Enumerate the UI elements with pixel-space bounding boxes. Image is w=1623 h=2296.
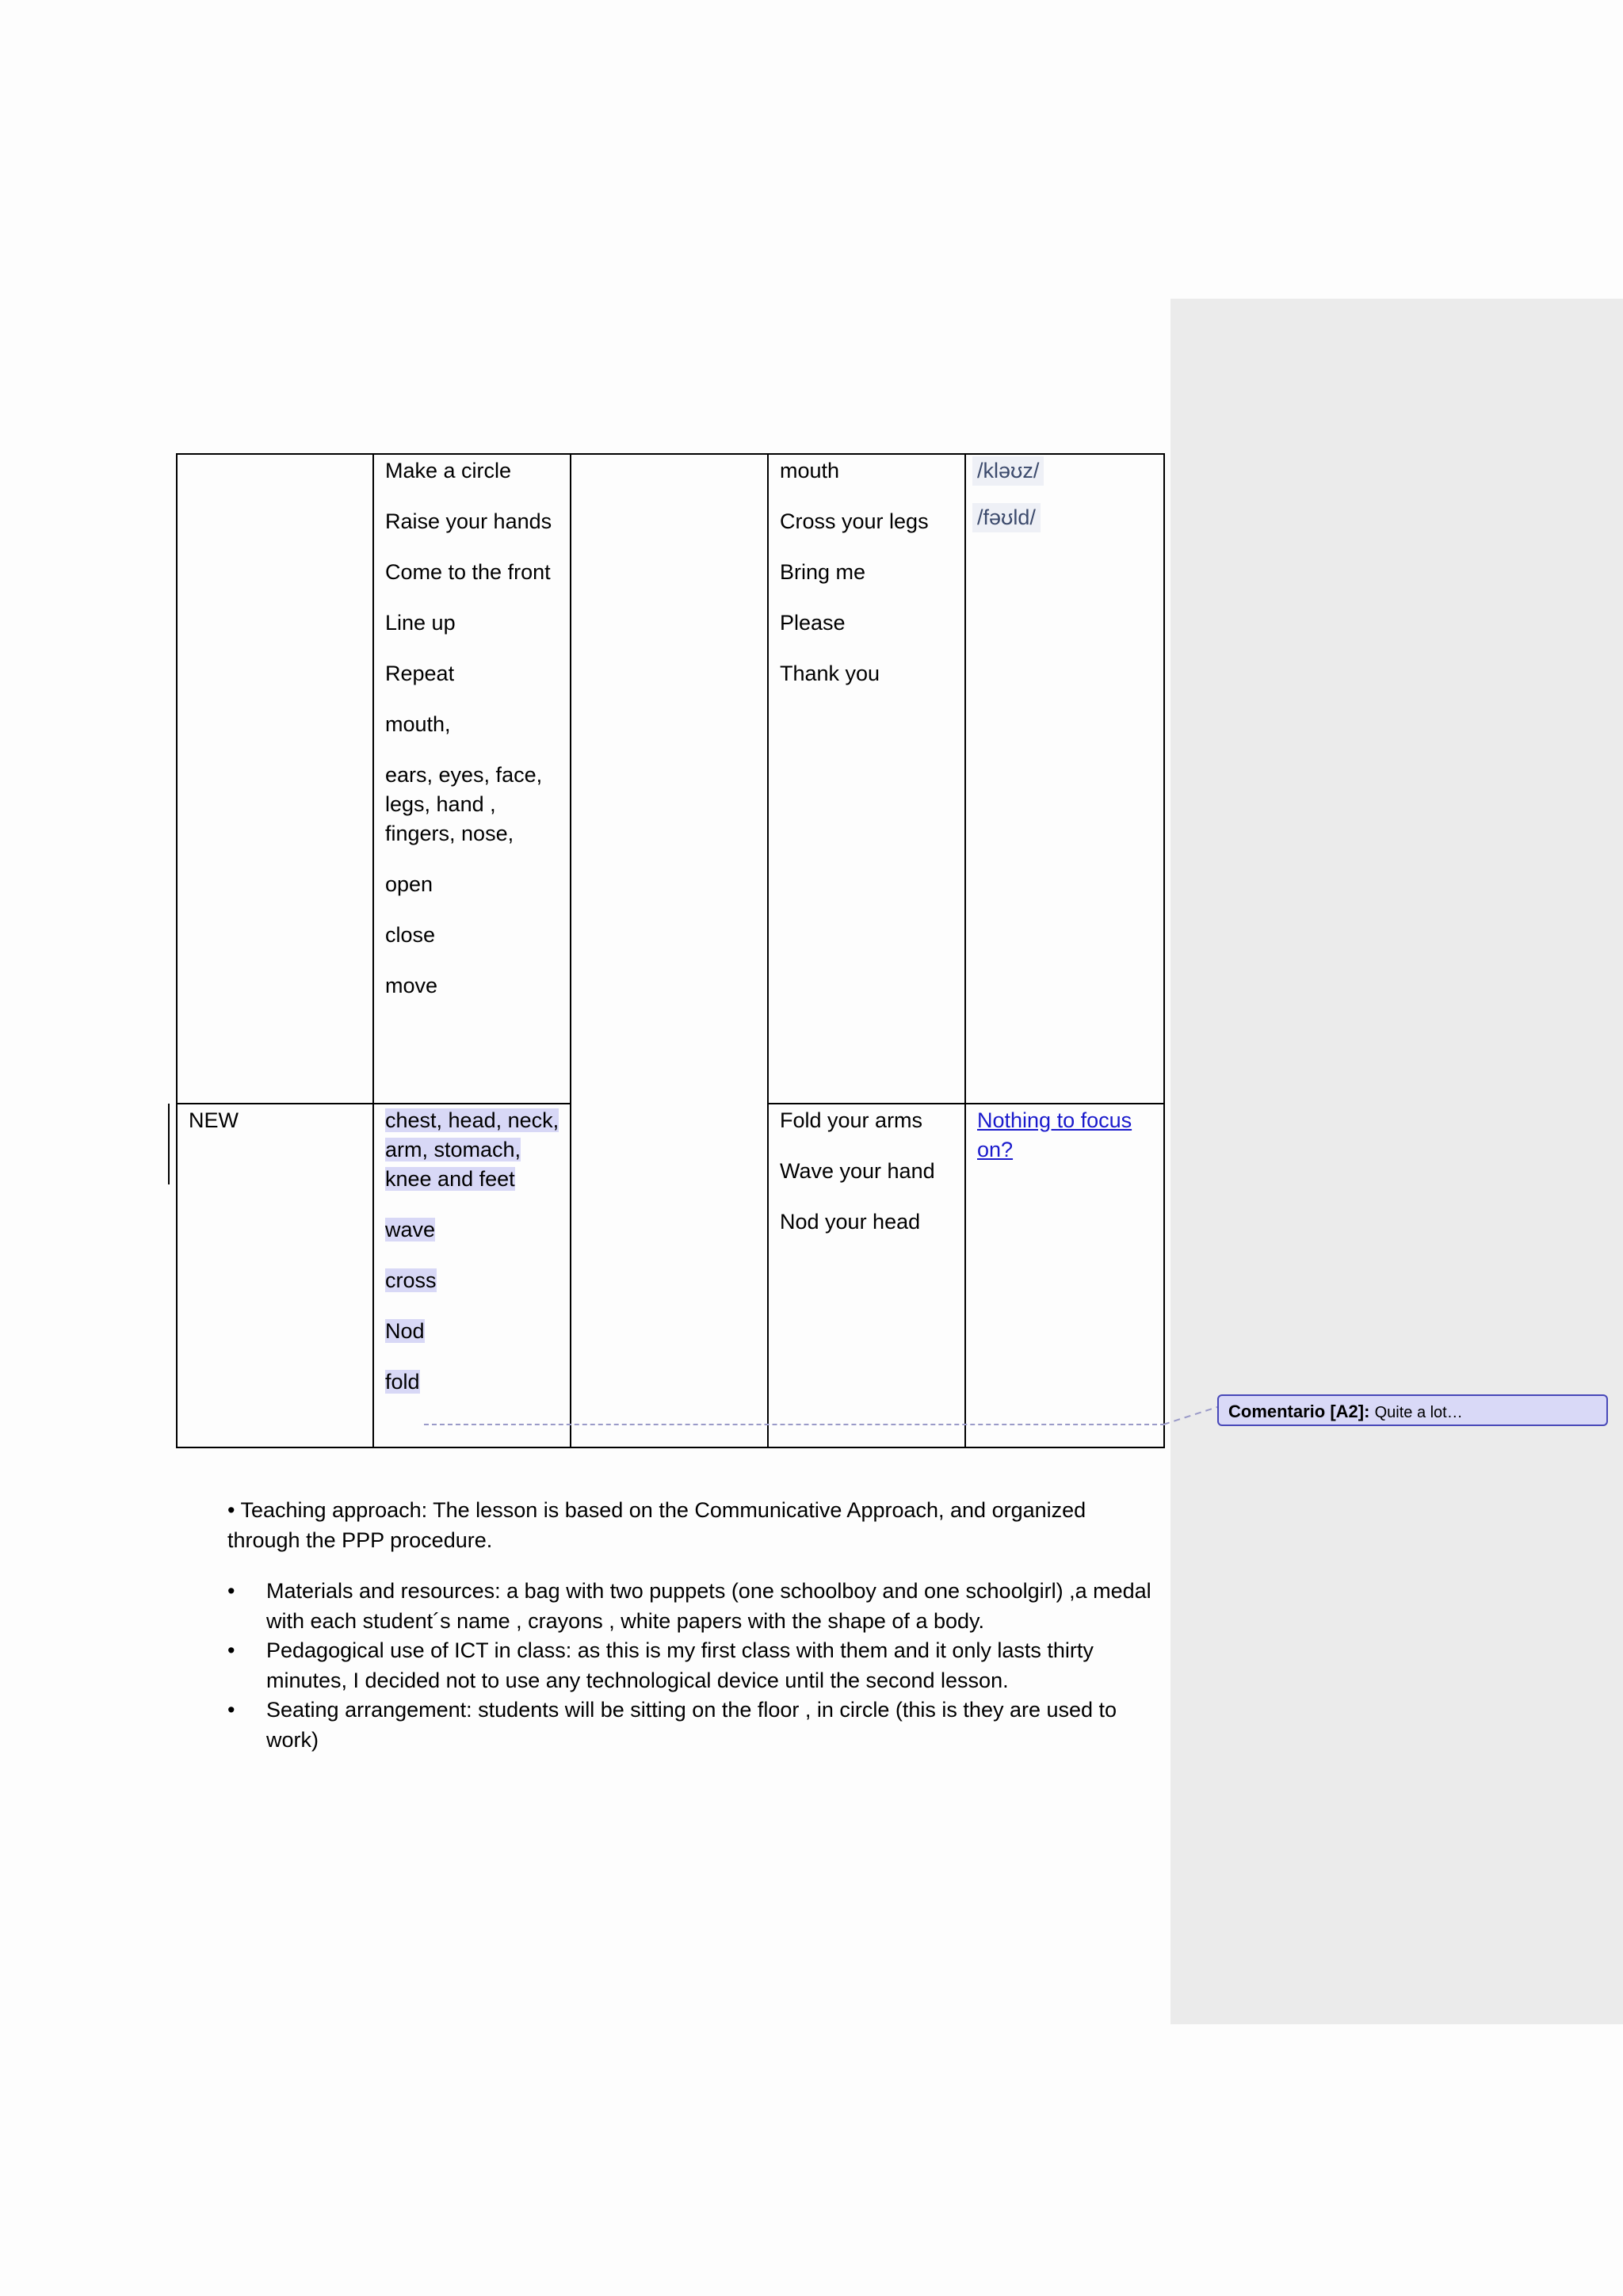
cell-line: Cross your legs xyxy=(780,509,929,533)
highlighted-text: fold xyxy=(385,1370,420,1394)
cell-line: move xyxy=(385,974,438,997)
phonetic-transcription: /kləʊz/ xyxy=(972,456,1044,486)
cell-line: mouth, xyxy=(385,712,451,736)
comment-margin-pane xyxy=(1170,299,1623,2024)
table-row xyxy=(177,454,1164,1104)
teaching-approach-paragraph: • Teaching approach: The lesson is based on the Communicative Approach, and organized through the PPP procedure. xyxy=(227,1498,1086,1552)
highlighted-text: cross xyxy=(385,1268,437,1292)
cell-line: Thank you xyxy=(780,662,880,685)
comment-text: Quite a lot… xyxy=(1374,1404,1463,1421)
row-label: NEW xyxy=(189,1108,239,1132)
change-bar xyxy=(168,1104,170,1184)
cell-line: Raise your hands xyxy=(385,509,552,533)
cell-line: Make a circle xyxy=(385,459,512,482)
highlighted-text: wave xyxy=(385,1218,436,1241)
phonetic-transcription: /fəʊld/ xyxy=(972,503,1041,532)
cell-line: Repeat xyxy=(385,662,455,685)
cell-line: Wave your hand xyxy=(780,1159,935,1183)
comment-label: Comentario [A2]: xyxy=(1228,1402,1370,1421)
list-item xyxy=(227,1577,1155,1636)
table-cell-label xyxy=(177,1104,373,1447)
table-cell-empty-merged xyxy=(571,454,768,1447)
table-cell-note xyxy=(965,1104,1164,1447)
table-cell-phrases xyxy=(768,454,965,1104)
cell-line: open xyxy=(385,872,433,896)
cell-line: Fold your arms xyxy=(780,1108,923,1132)
cell-line: Bring me xyxy=(780,560,866,584)
bullet-glyph: • xyxy=(227,1579,235,1603)
table-cell-new-phrases xyxy=(768,1104,965,1447)
table-cell-commands xyxy=(373,454,571,1104)
cell-line: ears, eyes, face, legs, hand , fingers, nose, xyxy=(385,763,543,845)
list-item-text: Pedagogical use of ICT in class: as this is my first class with them and it only lasts thirty minutes, I decided not to use any technological device until the second lesson. xyxy=(266,1638,1094,1692)
comment-connector-diagonal xyxy=(1163,1404,1219,1426)
list-item xyxy=(227,1636,1155,1695)
cell-line: Line up xyxy=(385,611,456,635)
cell-line: close xyxy=(385,923,436,947)
table-cell-empty xyxy=(177,454,373,1104)
cell-line: Come to the front xyxy=(385,560,551,584)
bullet-list xyxy=(227,1577,1155,1755)
cell-line: Please xyxy=(780,611,846,635)
list-item-text: Materials and resources: a bag with two puppets (one schoolboy and one schoolgirl) ,a medal with each student´s name , crayons , white papers with the shape of a body. xyxy=(266,1579,1151,1633)
lesson-table xyxy=(176,453,1165,1448)
cell-line: mouth xyxy=(780,459,840,482)
body-text xyxy=(227,1496,1155,1755)
highlighted-text: Nod xyxy=(385,1319,425,1343)
highlighted-text: chest, head, neck, arm, stomach, knee and feet xyxy=(385,1108,559,1191)
cell-line: Nod your head xyxy=(780,1210,921,1234)
comment-anchor-link[interactable]: Nothing to focus on? xyxy=(977,1108,1132,1161)
comment-balloon[interactable] xyxy=(1217,1394,1608,1426)
table-cell-phonetics xyxy=(965,454,1164,1104)
bullet-glyph: • xyxy=(227,1698,235,1722)
list-item xyxy=(227,1695,1155,1755)
bullet-glyph: • xyxy=(227,1638,235,1662)
list-item-text: Seating arrangement: students will be sitting on the floor , in circle (this is they are used to work) xyxy=(266,1698,1117,1752)
table-cell-new-vocabulary xyxy=(373,1104,571,1447)
comment-connector xyxy=(424,1424,1165,1425)
